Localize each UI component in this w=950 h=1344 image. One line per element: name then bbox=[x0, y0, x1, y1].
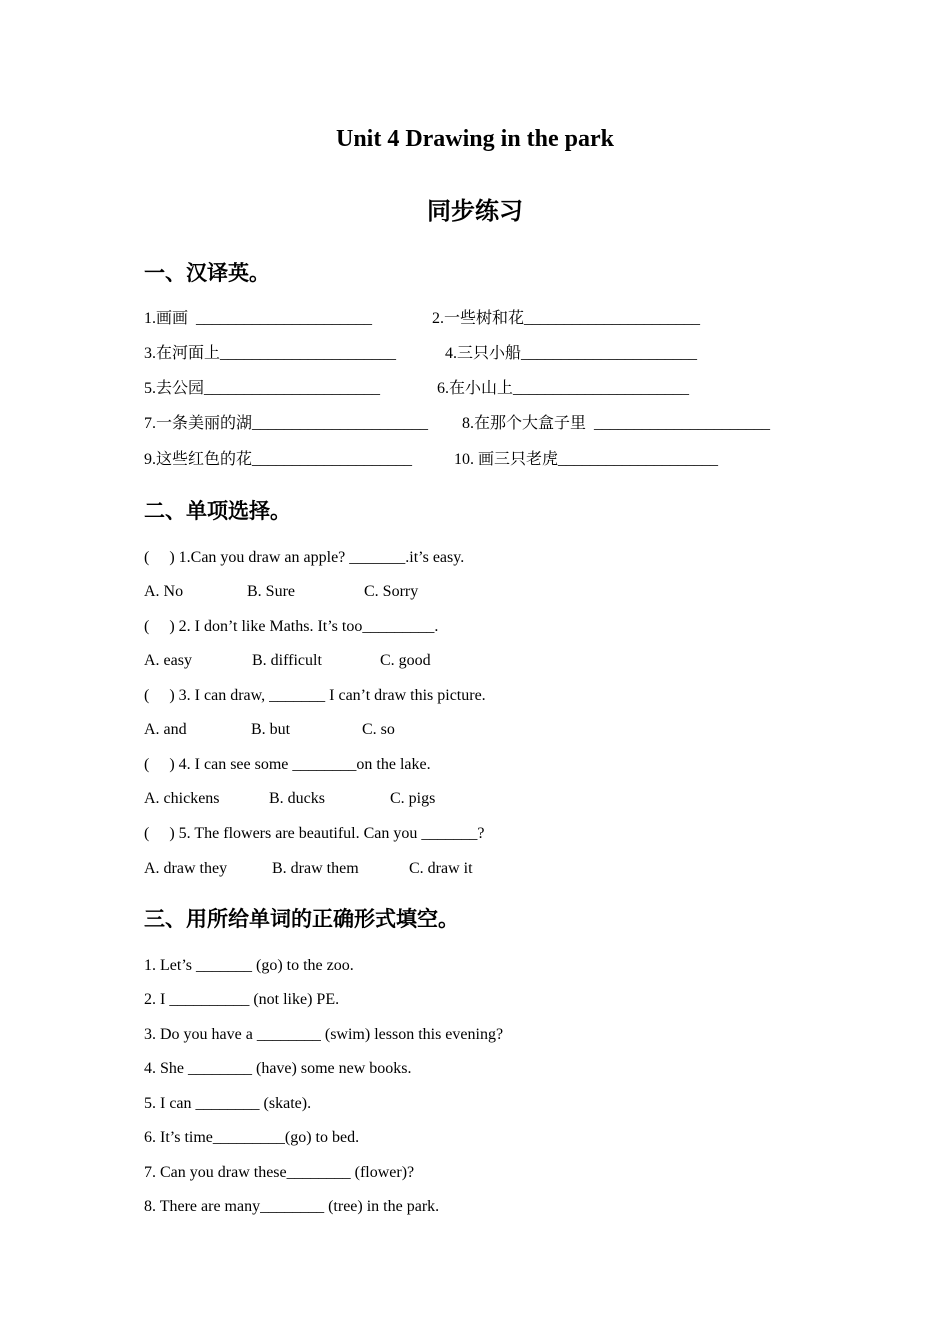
choice-question-1: ( ) 1.Can you draw an apple? _______.it’s easy. bbox=[144, 549, 465, 566]
choice-option-c: C. Sorry bbox=[364, 583, 419, 600]
translation-item-10: 10. 画三只老虎____________________ bbox=[454, 451, 719, 468]
fill-blank-item-1: 1. Let’s _______ (go) to the zoo. bbox=[144, 957, 354, 974]
choice-option-a: A. easy bbox=[144, 652, 192, 669]
translation-item-4: 4.三只小船______________________ bbox=[445, 345, 698, 362]
fill-blank-item-8: 8. There are many________ (tree) in the park. bbox=[144, 1198, 440, 1215]
choice-option-a: A. chickens bbox=[144, 790, 220, 807]
translation-item-1: 1.画画 ______________________ bbox=[144, 310, 373, 327]
choice-question-5: ( ) 5. The flowers are beautiful. Can you _______? bbox=[144, 825, 485, 842]
page-subtitle: 同步练习 bbox=[427, 199, 523, 225]
choice-option-b: B. Sure bbox=[247, 583, 295, 600]
page-title: Unit 4 Drawing in the park bbox=[335, 126, 615, 152]
choice-option-b: B. ducks bbox=[269, 790, 325, 807]
translation-item-5: 5.去公园______________________ bbox=[144, 380, 381, 397]
choice-option-b: B. draw them bbox=[272, 860, 359, 877]
choice-option-b: B. difficult bbox=[252, 652, 322, 669]
choice-option-b: B. but bbox=[251, 721, 291, 738]
choice-option-c: C. so bbox=[362, 721, 395, 738]
fill-blank-item-7: 7. Can you draw these________ (flower)? bbox=[144, 1164, 415, 1181]
fill-blank-item-4: 4. She ________ (have) some new books. bbox=[144, 1060, 412, 1077]
section-heading-translation: 一、汉译英。 bbox=[144, 261, 270, 285]
choice-option-c: C. pigs bbox=[390, 790, 436, 807]
translation-item-8: 8.在那个大盒子里 ______________________ bbox=[462, 415, 771, 432]
fill-blank-item-2: 2. I __________ (not like) PE. bbox=[144, 991, 340, 1008]
choice-option-c: C. good bbox=[380, 652, 431, 669]
section-heading-fill-blank: 三、用所给单词的正确形式填空。 bbox=[144, 907, 459, 931]
choice-question-2: ( ) 2. I don’t like Maths. It’s too_________. bbox=[144, 618, 439, 635]
translation-item-2: 2.一些树和花______________________ bbox=[432, 310, 701, 327]
choice-option-c: C. draw it bbox=[409, 860, 473, 877]
fill-blank-item-5: 5. I can ________ (skate). bbox=[144, 1095, 312, 1112]
choice-option-a: A. and bbox=[144, 721, 187, 738]
choice-option-a: A. draw they bbox=[144, 860, 228, 877]
translation-item-7: 7.一条美丽的湖______________________ bbox=[144, 415, 429, 432]
translation-item-6: 6.在小山上______________________ bbox=[437, 380, 690, 397]
translation-item-3: 3.在河面上______________________ bbox=[144, 345, 397, 362]
fill-blank-item-6: 6. It’s time_________(go) to bed. bbox=[144, 1129, 360, 1146]
choice-question-3: ( ) 3. I can draw, _______ I can’t draw this picture. bbox=[144, 687, 486, 704]
fill-blank-item-3: 3. Do you have a ________ (swim) lesson this evening? bbox=[144, 1026, 504, 1043]
section-heading-choice: 二、单项选择。 bbox=[144, 499, 291, 523]
translation-item-9: 9.这些红色的花____________________ bbox=[144, 451, 413, 468]
choice-option-a: A. No bbox=[144, 583, 184, 600]
choice-question-4: ( ) 4. I can see some ________on the lake. bbox=[144, 756, 431, 773]
